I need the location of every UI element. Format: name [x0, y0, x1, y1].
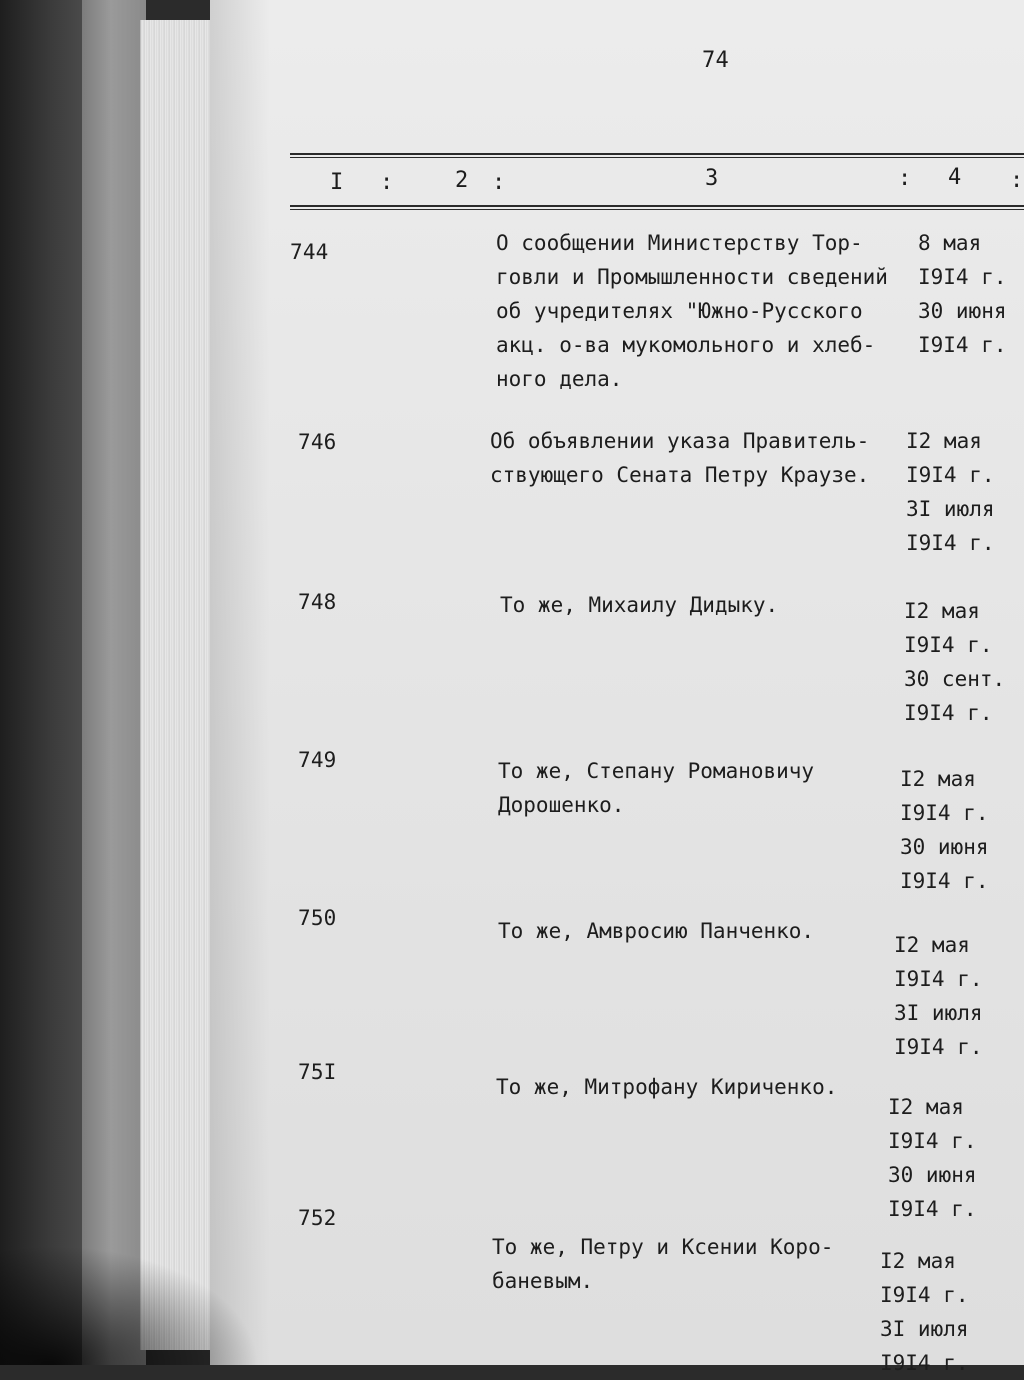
- date-line: 30 июня: [888, 1163, 977, 1187]
- date-line: I9I4 г.: [904, 701, 993, 725]
- date-line: 30 июня: [900, 835, 989, 859]
- entry-line: Об объявлении указа Правитель-: [490, 429, 870, 453]
- entry-number: 748: [298, 590, 337, 614]
- entry-description: [498, 914, 814, 948]
- column-header-2: 2: [455, 168, 469, 193]
- entry-description: [496, 226, 888, 396]
- entry-number: 750: [298, 906, 337, 930]
- entry-line: ствующего Сената Петру Краузе.: [490, 463, 870, 487]
- entry-dates: [888, 1090, 977, 1226]
- date-line: I9I4 г.: [888, 1197, 977, 1221]
- background-left: [0, 0, 82, 1365]
- date-line: I9I4 г.: [906, 463, 995, 487]
- entry-line: баневым.: [492, 1269, 594, 1293]
- page-stack-edges: [140, 20, 221, 1350]
- date-line: 30 июня: [918, 299, 1007, 323]
- entry-line: О сообщении Министерству Тор-: [496, 231, 863, 255]
- column-separator: :: [1010, 168, 1024, 193]
- entry-number: 749: [298, 748, 337, 772]
- date-line: I9I4 г.: [880, 1351, 969, 1375]
- date-line: I2 мая: [894, 933, 970, 957]
- date-line: I2 мая: [900, 767, 976, 791]
- entry-number: 75I: [298, 1060, 337, 1084]
- entry-description: [492, 1230, 833, 1298]
- entry-line: акц. о-ва мукомольного и хлеб-: [496, 333, 876, 357]
- date-line: I2 мая: [880, 1249, 956, 1273]
- header-rule-top-2: [290, 157, 1024, 158]
- column-header-1: I: [330, 170, 344, 195]
- date-line: I9I4 г.: [918, 265, 1007, 289]
- column-separator: :: [380, 170, 394, 195]
- entry-dates: [900, 762, 989, 898]
- date-line: I2 мая: [888, 1095, 964, 1119]
- entry-line: говли и Промышленности сведений: [496, 265, 888, 289]
- date-line: I9I4 г.: [880, 1283, 969, 1307]
- date-line: I9I4 г.: [904, 633, 993, 657]
- column-header-3: 3: [705, 166, 719, 191]
- header-rule-bottom-2: [290, 209, 1024, 210]
- entry-number: 744: [290, 240, 329, 264]
- entry-dates: [906, 424, 995, 560]
- date-line: I9I4 г.: [918, 333, 1007, 357]
- entry-dates: [880, 1244, 969, 1380]
- date-line: 3I июля: [906, 497, 995, 521]
- page-number: 74: [702, 48, 729, 73]
- date-line: 30 сент.: [904, 667, 1006, 691]
- entry-number: 752: [298, 1206, 337, 1230]
- entry-dates: [904, 594, 1005, 730]
- entry-line: об учредителях "Южно-Русского: [496, 299, 863, 323]
- entry-number: 746: [298, 430, 337, 454]
- date-line: I9I4 г.: [894, 1035, 983, 1059]
- page-gutter-shadow: [210, 0, 270, 1365]
- entry-description: [500, 588, 778, 622]
- book-cover-edge: [82, 0, 146, 1365]
- entry-description: [496, 1070, 837, 1104]
- date-line: I9I4 г.: [906, 531, 995, 555]
- column-header-4: 4: [948, 165, 962, 190]
- column-separator: :: [492, 170, 506, 195]
- date-line: I2 мая: [906, 429, 982, 453]
- entry-line: То же, Амвросию Панченко.: [498, 919, 815, 943]
- header-rule-top: [290, 153, 1024, 155]
- bottom-shadow: [0, 1245, 260, 1365]
- header-rule-bottom: [290, 205, 1024, 207]
- entry-line: ного дела.: [496, 367, 623, 391]
- date-line: I9I4 г.: [900, 801, 989, 825]
- date-line: I9I4 г.: [894, 967, 983, 991]
- entry-line: То же, Митрофану Кириченко.: [496, 1075, 838, 1099]
- entry-line: То же, Степану Романовичу: [498, 759, 815, 783]
- date-line: I9I4 г.: [900, 869, 989, 893]
- column-separator: :: [898, 166, 912, 191]
- date-line: 3I июля: [894, 1001, 983, 1025]
- entry-description: [490, 424, 869, 492]
- date-line: 3I июля: [880, 1317, 969, 1341]
- entry-line: Дорошенко.: [498, 793, 625, 817]
- entry-line: То же, Михаилу Дидыку.: [500, 593, 779, 617]
- entry-dates: [894, 928, 983, 1064]
- entry-line: То же, Петру и Ксении Коро-: [492, 1235, 834, 1259]
- entry-dates: [918, 226, 1007, 362]
- date-line: I9I4 г.: [888, 1129, 977, 1153]
- entry-description: [498, 754, 814, 822]
- date-line: 8 мая: [918, 231, 982, 255]
- date-line: I2 мая: [904, 599, 980, 623]
